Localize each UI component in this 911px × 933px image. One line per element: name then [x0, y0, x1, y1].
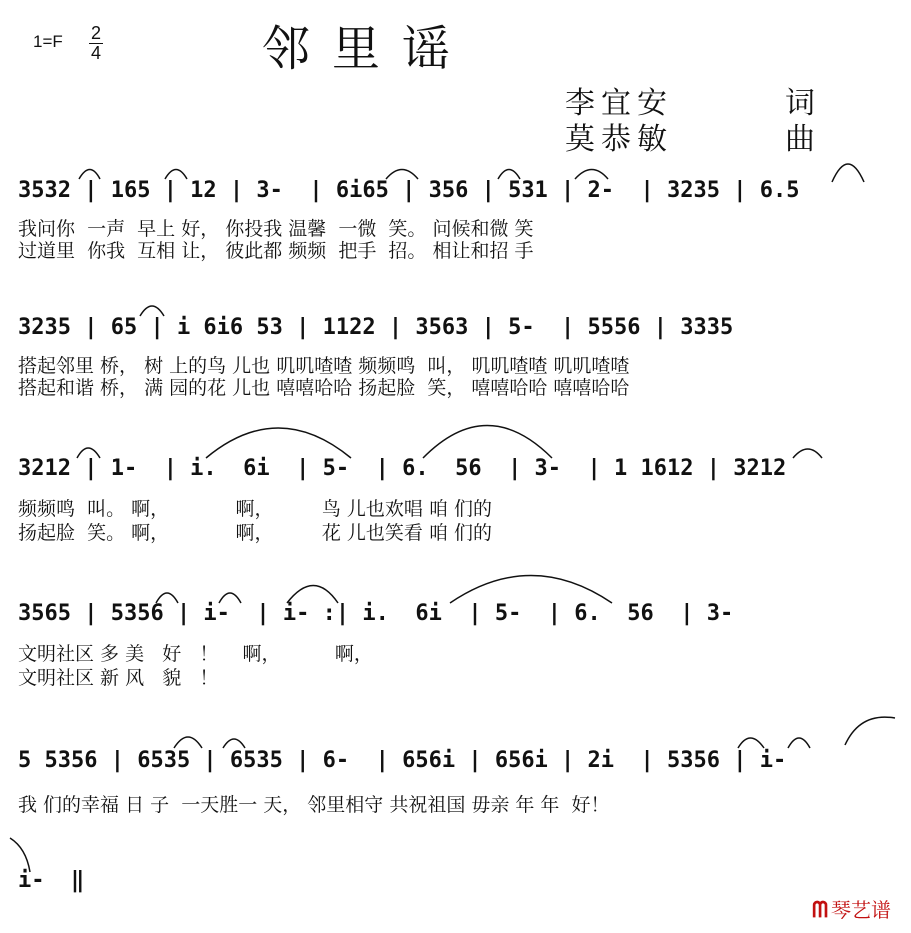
lyric-line-verse-2: 过道里 你我 互相 让， 彼此都 频频 把手 招。 相让和招 手: [18, 240, 534, 262]
lyricist-role: 词: [785, 86, 821, 121]
lyric-line-verse-1: 我问你 一声 早上 好， 你投我 温馨 一微 笑。 问候和微 笑: [18, 218, 534, 240]
lyric-line-verse-1: 频频鸣 叫。 啊， 啊， 鸟 儿也欢唱 咱 们的: [18, 498, 492, 520]
time-signature-top: 2: [90, 23, 101, 43]
notation-line: 3212 | 1- | i. 6i | 5- | 6. 56 | 3- | 1 1612 | 3212: [18, 456, 787, 481]
lyric-line-verse-1: 搭起邻里 桥， 树 上的鸟 儿也 叽叽喳喳 频频鸣 叫， 叽叽喳喳 叽叽喳喳: [18, 355, 630, 377]
lyric-line-verse-2: 文明社区 新 风 貌 ！: [18, 667, 219, 689]
composer-role: 曲: [785, 122, 821, 157]
lyric-line-verse-1: 我 们的幸福 日 子 一天胜一 天， 邻里相守 共祝祖国 毋亲 年 年 好！: [18, 794, 610, 816]
notation-line: 3565 | 5356 | i- | i- :| i. 6i | 5- | 6. 56 | 3-: [18, 601, 734, 626]
time-signature: [88, 24, 104, 63]
lyric-line-verse-2: 搭起和谐 桥， 满 园的花 儿也 嘻嘻哈哈 扬起脸 笑， 嘻嘻哈哈 嘻嘻哈哈: [18, 377, 630, 399]
watermark-logo: [812, 894, 891, 923]
logo-text: 琴艺谱: [831, 898, 891, 922]
time-signature-bottom: 4: [90, 43, 101, 63]
composer-name: 莫恭敏: [565, 122, 673, 157]
lyric-line-verse-2: 扬起脸 笑。 啊， 啊， 花 儿也笑看 咱 们的: [18, 522, 492, 544]
notation-line: 3532 | 165 | 12 | 3- | 6i65 | 356 | 531 | 2- | 3235 | 6.5: [18, 178, 800, 203]
lyric-line-verse-1: 文明社区 多 美 好 ！ 啊， 啊，: [18, 643, 373, 665]
song-title: 邻里谣: [262, 21, 473, 77]
notation-line: 5 5356 | 6535 | 6535 | 6- | 656i | 656i | 2i | 5356 | i-: [18, 748, 787, 773]
key-signature: 1=F: [33, 32, 63, 51]
composer-credit: [565, 114, 821, 158]
notation-line: i- ‖: [18, 868, 85, 893]
notation-line: 3235 | 65 | i 6i6 53 | 1122 | 3563 | 5- | 5556 | 3335: [18, 315, 734, 340]
logo-mark: ᗰ: [812, 898, 828, 923]
lyricist-name: 李宜安: [565, 86, 673, 121]
